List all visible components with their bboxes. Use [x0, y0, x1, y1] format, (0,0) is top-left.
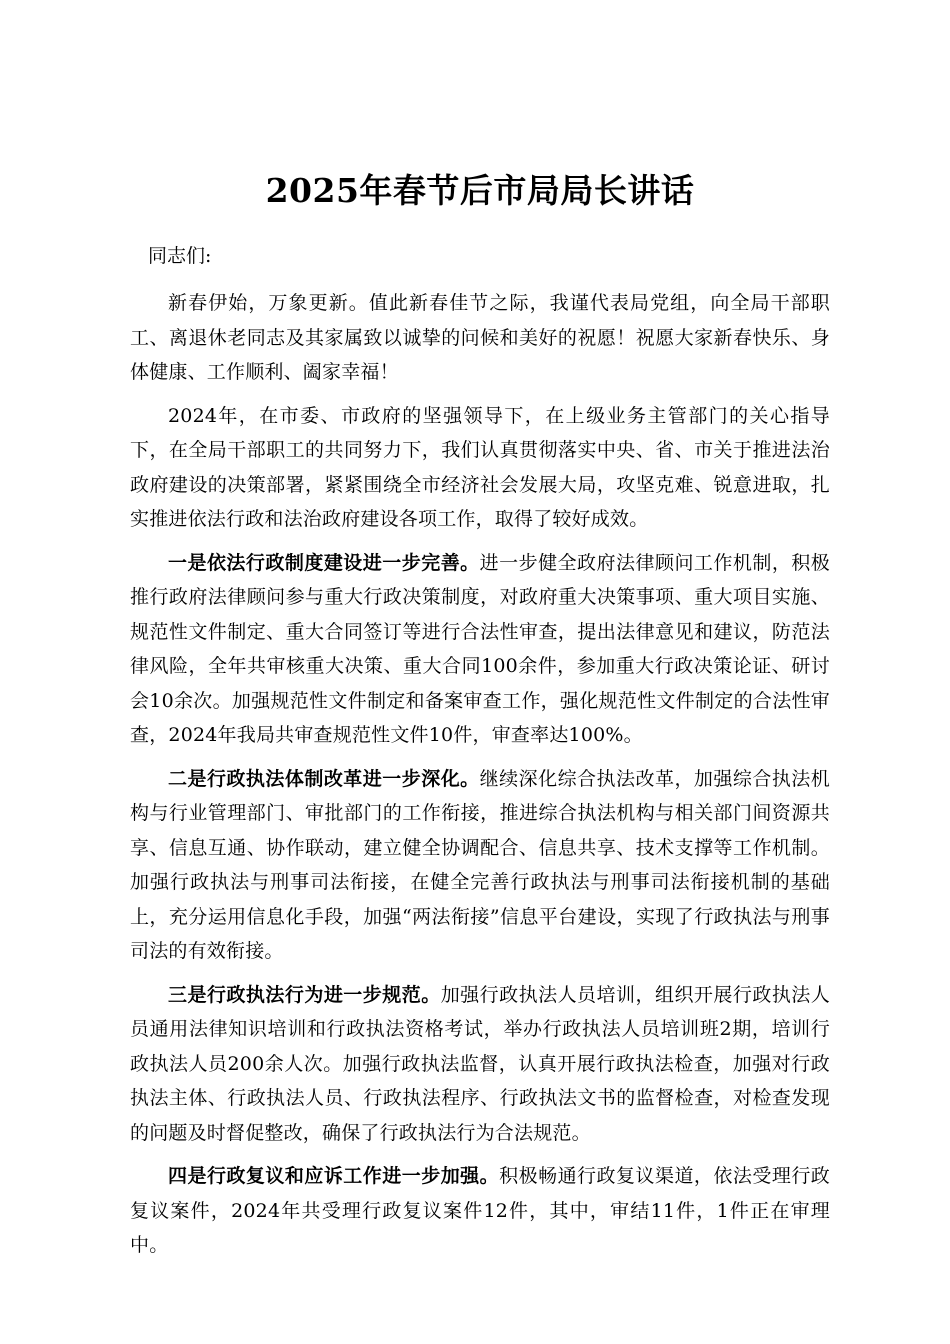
document-body — [130, 286, 830, 1272]
paragraph-text: 积极畅通行政复议渠道，依法受理行政复议案件，2024年共受理行政复议案件12件，其中，审结11件，1件正在审理中。 — [130, 1165, 830, 1256]
paragraph-text: 新春伊始，万象更新。值此新春佳节之际，我谨代表局党组，向全局干部职工、离退休老同志及其家属致以诚挚的问候和美好的祝愿！祝愿大家新春快乐、身体健康、工作顺利、阖家幸福！ — [130, 292, 830, 383]
paragraph-text: 继续深化综合执法改革，加强综合执法机构与行业管理部门、审批部门的工作衔接，推进综合执法机构与相关部门间资源共享、信息互通、协作联动，建立健全协调配合、信息共享、技术支撑等工作机制。加强行政执法与刑事司法衔接，在健全完善行政执法与刑事司法衔接机制的基础上，充分运用信息化手段，加强“两法衔接”信息平台建设，实现了行政执法与刑事司法的有效衔接。 — [130, 767, 830, 962]
paragraph-point-2 — [130, 762, 830, 969]
paragraph-point-4 — [130, 1159, 830, 1263]
paragraph-lead: 一是依法行政制度建设进一步完善。 — [168, 551, 480, 574]
paragraph-lead: 二是行政执法体制改革进一步深化。 — [168, 767, 480, 790]
paragraph-text: 加强行政执法人员培训，组织开展行政执法人员通用法律知识培训和行政执法资格考试，举办行政执法人员培训班2期，培训行政执法人员200余人次。加强行政执法监督，认真开展行政执法检查，加强对行政执法主体、行政执法人员、行政执法程序、行政执法文书的监督检查，对检查发现的问题及时督促整改，确保了行政执法行为合法规范。 — [130, 983, 830, 1144]
document-title: 2025年春节后市局局长讲话 — [265, 171, 695, 210]
paragraph-lead: 三是行政执法行为进一步规范。 — [168, 983, 441, 1006]
paragraph-text: 进一步健全政府法律顾问工作机制，积极推行政府法律顾问参与重大行政决策制度，对政府重大决策事项、重大项目实施、规范性文件制定、重大合同签订等进行合法性审查，提出法律意见和建议，防范法律风险，全年共审核重大决策、重大合同100余件，参加重大行政决策论证、研讨会10余次。加强规范性文件制定和备案审查工作，强化规范性文件制定的合法性审查，2024年我局共审查规范性文件10件，审查率达100%。 — [130, 551, 830, 746]
paragraph-greeting — [130, 286, 830, 390]
salutation: 同志们: — [148, 245, 212, 267]
paragraph-review — [130, 399, 830, 537]
paragraph-point-3 — [130, 978, 830, 1151]
paragraph-point-1 — [130, 546, 830, 753]
paragraph-lead: 四是行政复议和应诉工作进一步加强。 — [168, 1165, 500, 1187]
paragraph-text: 2024年，在市委、市政府的坚强领导下，在上级业务主管部门的关心指导下，在全局干部职工的共同努力下，我们认真贯彻落实中央、省、市关于推进法治政府建设的决策部署，紧紧围绕全市经济社会发展大局，攻坚克难、锐意进取，扎实推进依法行政和法治政府建设各项工作，取得了较好成效。 — [130, 404, 830, 530]
